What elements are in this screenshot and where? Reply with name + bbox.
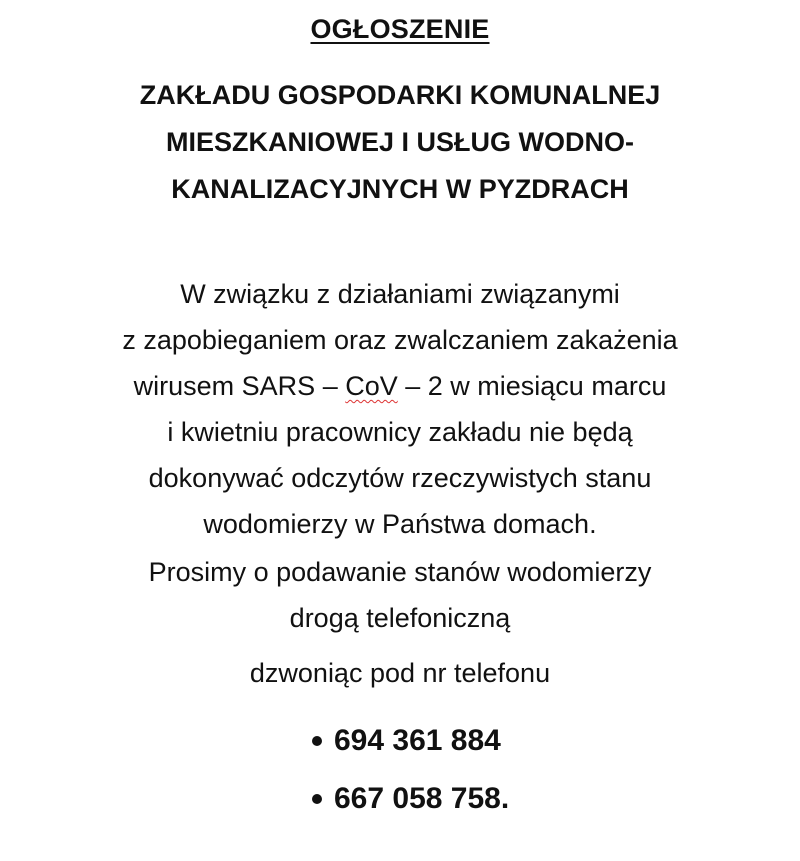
organization-name-line: ZAKŁADU GOSPODARKI KOMUNALNEJ [139,80,661,110]
body-line-part: – 2 w miesiącu marcu [397,371,667,401]
request-line: drogą telefoniczną [289,603,511,633]
bullet-icon [312,794,322,804]
bullet-icon [312,736,322,746]
phone-list-item [312,712,712,770]
body-line: z zapobieganiem oraz zwalczaniem zakażenia [122,325,678,355]
body-line: i kwietniu pracownicy zakładu nie będą [167,417,633,447]
announcement-title: OGŁOSZENIE [310,14,490,44]
organization-name-line: KANALIZACYJNYCH W PYZDRACH [171,174,629,204]
phone-list-item [312,770,712,828]
body-line: wodomierzy w Państwa domach. [203,509,597,539]
request-paragraph [0,549,800,641]
phone-list [312,712,712,828]
organization-name-line: MIESZKANIOWEJ I USŁUG WODNO- [166,127,634,157]
body-line-part: wirusem SARS – [133,371,346,401]
call-instruction-text: dzwoniąc pod nr telefonu [249,658,551,688]
body-line [0,363,800,409]
request-line: Prosimy o podawanie stanów wodomierzy [148,557,652,587]
call-instruction [0,650,800,696]
spellcheck-marked-word: CoV [345,371,398,401]
body-line: dokonywać odczytów rzeczywistych stanu [148,463,652,493]
phone-number: 694 361 884 [334,724,501,757]
announcement-body [0,271,800,547]
body-line: W związku z działaniami związanymi [180,279,620,309]
organization-name [0,72,800,213]
phone-number: 667 058 758. [334,782,510,815]
